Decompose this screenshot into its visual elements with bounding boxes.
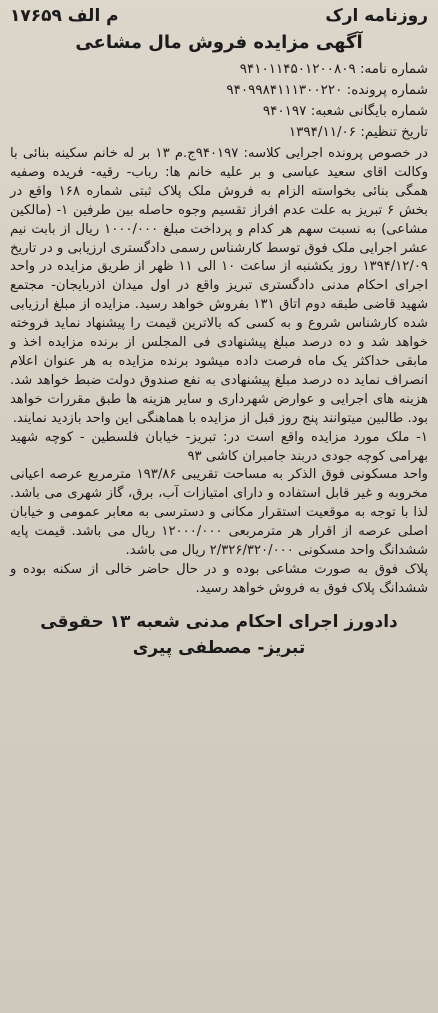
meta-block bbox=[10, 59, 428, 143]
ad-body bbox=[10, 145, 428, 599]
paragraph-description: واحد مسکونی فوق الذکر به مساحت تقریبی ۱۹۳/۸۶ مترمربع عرصه اعیانی مخروبه و غیر قابل استفاده و دارای امتیازات آب، برق، گاز شهری می باشد. لذا با توجه به موقعیت استقرار مکانی و دسترسی به معابر عمومی و خیابان اصلی عرصه از اقرار هر مترمربعی ۱۲۰۰۰/۰۰۰ ریال می باشد. قیمت پایه ششدانگ واحد مسکونی ۲/۳۲۶/۳۲۰/۰۰۰ ریال می باشد. bbox=[10, 467, 429, 559]
paragraph-location: ۱- ملک مورد مزایده واقع است در: تبریز- خیابان فلسطین - کوچه شهید بهرامی کوچه جودی دربند جامبران کاشی ۹۳ bbox=[10, 429, 428, 464]
signature-line-2: تبریز- مصطفی پیری bbox=[132, 637, 306, 658]
case-number: شماره پرونده: ۹۴۰۹۹۸۴۱۱۱۳۰۰۲۲۰ bbox=[226, 82, 428, 98]
header bbox=[10, 6, 428, 30]
paragraph-note: پلاک فوق به صورت مشاعی بوده و در حال حاضر خالی از سکنه بوده و ششدانگ پلاک فوق به فروش خواهد رسید. bbox=[10, 561, 428, 596]
ad-code: م الف ۱۷۶۵۹ bbox=[10, 6, 119, 26]
paragraph-main: در خصوص پرونده اجرایی کلاسه: ۹۴۰۱۹۷ج.م ۱۳ بر له خانم سکینه بنائی با وکالت اقای سعید عباسی و بر علیه خانم ها: رباب- رقیه- فریده وصفیه همگی بنائی بخواسته الزام به فروش ملک پلاک ثبتی شماره ۱۶۸ واقع در بخش ۶ تبریز به علت عدم افراز تقسیم وجوه حاصله بین طرفین ۱- (مالکین مشاعی) به نسبت سهم هر کدام و پرداخت مبلغ ۱۰۰۰/۰۰۰ ریال از بابت نیم عشر اجرایی ملک فوق توسط کارشناس رسمی دادگستری ارزیابی و در تاریخ ۱۳۹۴/۱۲/۰۹ روز یکشنبه از ساعت ۱۰ الی ۱۱ ظهر از طریق مزایده در واحد اجرای احکام مدنی دادگستری تبریز واقع در اول میدان اذربایجان- مجتمع شهید قاضی طبقه دوم اتاق ۱۳۱ بفروش خواهد رسید. مزایده از مبلغ ارزیابی شده کارشناس شروع و به کسی که بالاترین قیمت را پیشنهاد نماید فروخته خواهد شد و ده درصد مبلغ پیشنهادی فی المجلس از برنده مزایده اخذ و مابقی حداکثر یک ماه فرصت داده میشود برنده مزایده به هر عنوان اعلام انصراف نماید ده درصد مبلغ پیشنهادی به نفع صندوق دولت ضبط خواهد شد. هزینه های اجرایی و عوارض شهرداری و سایر هزینه ها طبق مقررات خواهد بود. طالبین میتوانند پنج روز قبل از مزایده با هماهنگی این واحد بازدید نمایند. bbox=[10, 146, 429, 426]
letter-number: شماره نامه: ۹۴۱۰۱۱۴۵۰۱۲۰۰۸۰۹ bbox=[239, 61, 428, 77]
archive-number: شماره بایگانی شعبه: ۹۴۰۱۹۷ bbox=[262, 103, 428, 119]
signature-line-1: دادورز اجرای احکام مدنی شعبه ۱۳ حقوقی bbox=[40, 611, 398, 632]
newspaper-name: روزنامه ارک bbox=[325, 6, 428, 26]
signature-block bbox=[10, 609, 428, 661]
ad-title: آگهی مزایده فروش مال مشاعی bbox=[75, 32, 363, 53]
issue-date: تاریخ تنظیم: ۱۳۹۴/۱۱/۰۶ bbox=[288, 124, 428, 140]
